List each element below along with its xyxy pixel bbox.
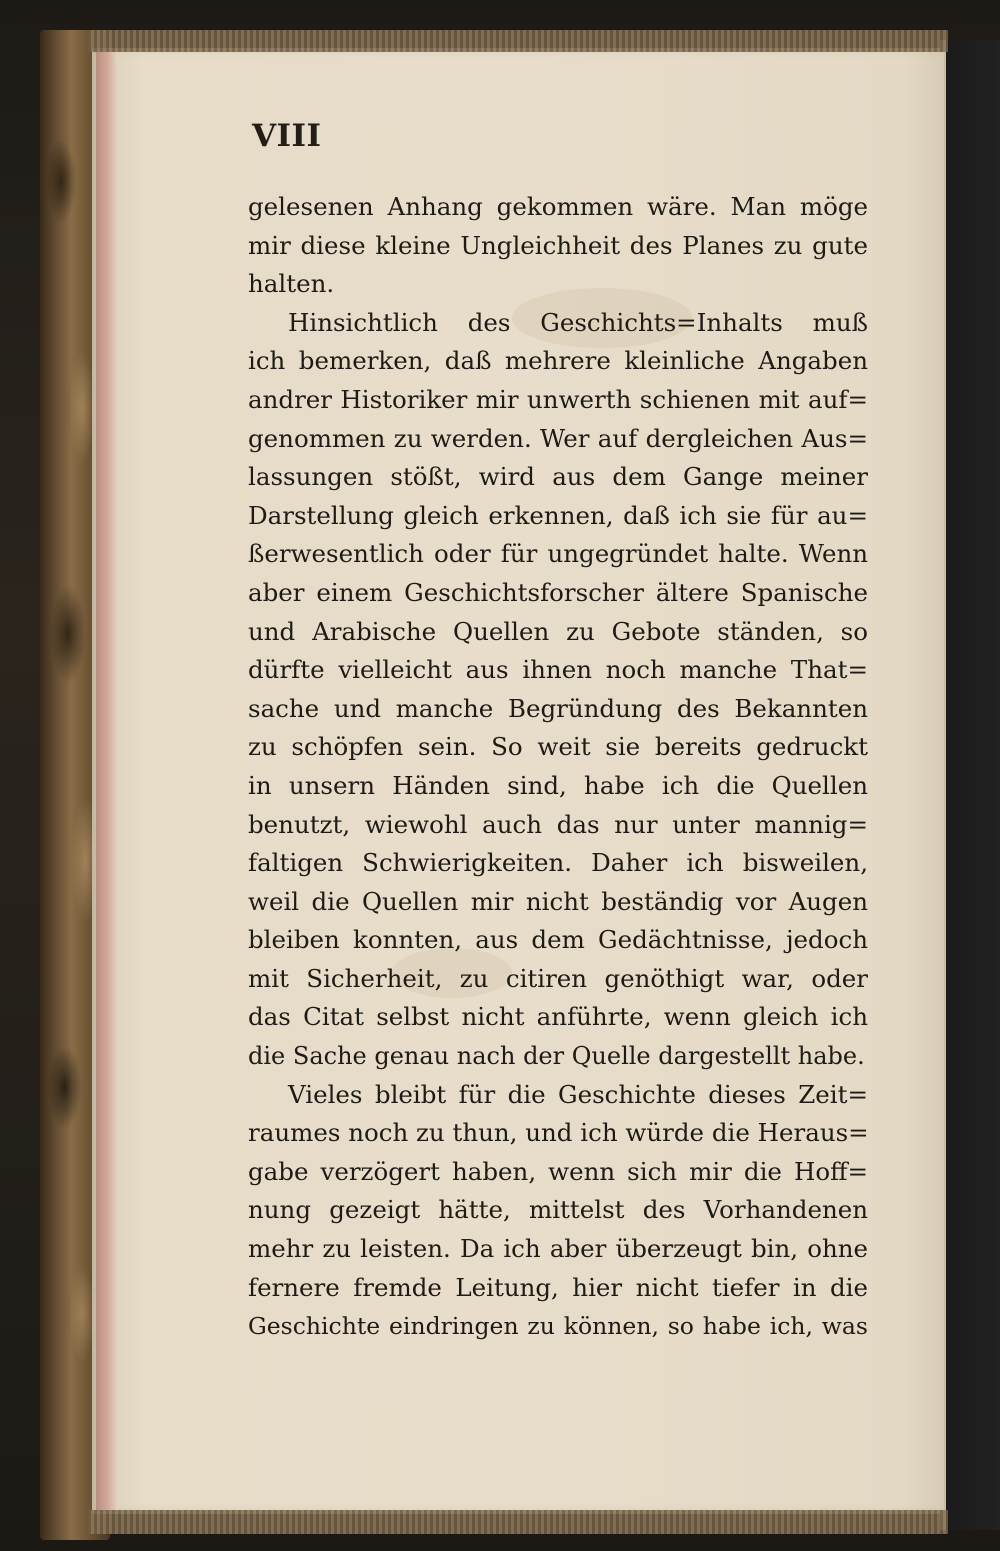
text-line: ßerwesentlich oder für ungegründet halte. Wenn [248,539,868,569]
binding-cloth-bottom [88,1510,948,1534]
text-line: zu schöpfen sein. So weit sie bereits gedruckt [248,732,868,762]
text-line: mit Sicherheit, zu citiren genöthigt war, oder [248,963,868,993]
page-number: VIII [252,118,322,154]
text-line: Vieles bleibt für die Geschichte dieses Zeit= [288,1079,868,1109]
text-line: ich bemerken, daß mehrere kleinliche Angaben [248,346,868,376]
text-line: gelesenen Anhang gekommen wäre. Man möge [248,192,868,221]
text-line: dürfte vielleicht aus ihnen noch manche That= [248,655,868,685]
body-text [248,188,868,1346]
text-line: das Citat selbst nicht anführte, wenn gleich ich [248,1002,868,1032]
text-line: Hinsichtlich des Geschichts=Inhalts muß [288,307,868,337]
text-line: Geschichte eindringen zu können, so habe ich, was [248,1312,868,1341]
text-line: mehr zu leisten. Da ich aber überzeugt bin, ohne [248,1234,868,1264]
text-line: in unsern Händen sind, habe ich die Quellen [248,770,868,800]
text-line: die Sache genau nach der Quelle dargestellt habe. [248,1042,865,1071]
binding-cloth-top [88,30,948,52]
red-page-edge [96,52,118,1512]
text-line: lassungen stößt, wird aus dem Gange meiner [248,462,868,492]
text-line: andrer Historiker mir unwerth schienen mit auf= [248,384,868,414]
text-line: Darstellung gleich erkennen, daß ich sie für au= [248,500,868,530]
text-line: benutzt, wiewohl auch das nur unter mannig= [248,809,868,839]
text-line: nung gezeigt hätte, mittelst des Vorhandenen [248,1195,868,1225]
text-line: halten. [248,269,335,299]
text-line: sache und manche Begründung des Bekannten [248,693,868,723]
text-line: gabe verzögert haben, wenn sich mir die Hoff= [248,1156,868,1186]
text-line: faltigen Schwierigkeiten. Daher ich bisweilen, [248,848,868,878]
text-line: genommen zu werden. Wer auf dergleichen Aus= [248,423,868,453]
text-line: bleiben konnten, aus dem Gedächtnisse, jedoch [248,925,868,955]
text-line: aber einem Geschichtsforscher ältere Spanische [248,577,868,607]
adjacent-page-edge [940,40,1000,1530]
text-line: weil die Quellen mir nicht beständig vor Augen [248,886,868,916]
text-line: fernere fremde Leitung, hier nicht tiefer in die [248,1272,868,1302]
text-line: mir diese kleine Ungleichheit des Planes zu gute [248,230,868,260]
text-line: und Arabische Quellen zu Gebote ständen, so [248,616,868,646]
text-line: raumes noch zu thun, und ich würde die Heraus= [248,1118,869,1148]
